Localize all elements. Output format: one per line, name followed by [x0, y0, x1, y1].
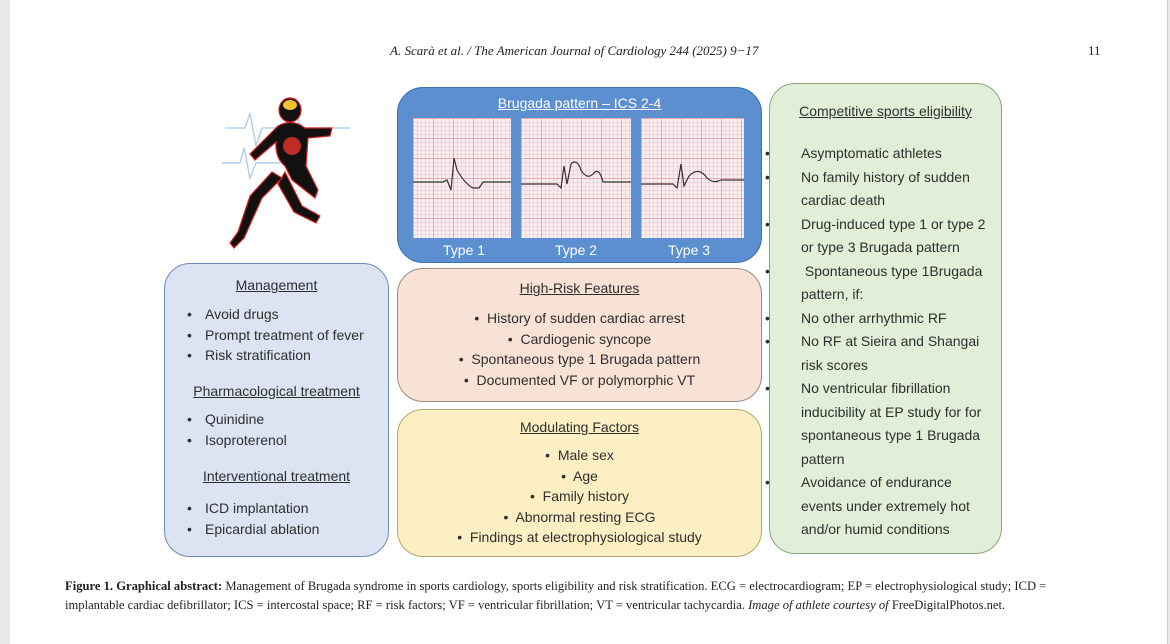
- page-number: 11: [1088, 43, 1101, 58]
- caption-label: Figure 1.: [65, 579, 114, 593]
- modulating-list: [398, 445, 761, 548]
- running-head: A. Scarà et al. / The American Journal of Cardiology 244 (2025) 9−17: [390, 43, 759, 58]
- type-label-1: Type 1: [443, 242, 486, 258]
- list-item: • No RF at Sieira and Shangai risk scores: [783, 330, 995, 377]
- competitive-title: Competitive sports eligibility: [799, 103, 972, 119]
- ecg-trace-type3: [641, 118, 744, 238]
- management-title: Management: [235, 277, 318, 293]
- brugada-panel-title: Brugada pattern – ICS 2-4: [497, 95, 662, 111]
- competitive-sports-panel: [769, 83, 1002, 554]
- list-item: • Documented VF or polymorphic VT: [398, 370, 761, 391]
- list-item: • Spontaneous type 1 Brugada pattern: [398, 349, 761, 370]
- high-risk-features-panel: [397, 268, 762, 402]
- caption-source: FreeDigitalPhotos.net.: [888, 597, 1006, 612]
- list-item: • Isoproterenol: [187, 430, 287, 451]
- list-item: • Male sex: [398, 445, 761, 466]
- type-label-3: Type 3: [668, 242, 711, 258]
- caption-text: Management of Brugada syndrome in sports cardiology, sports eligibility and risk stratification. ECG = electrocardiogram; EP = electrophysiological study; ICD = implantable cardiac defibrillator; ICS = intercostal space; RF = risk factors; VF = ventricular fibrillation; VT = ventricular tachycardia.: [65, 579, 1047, 612]
- heart-glow-icon: [283, 137, 301, 155]
- brugada-pattern-panel: [397, 87, 762, 263]
- ecg-strip-type2: [521, 118, 631, 238]
- list-item: • Family history: [398, 486, 761, 507]
- list-item: • History of sudden cardiac arrest: [398, 308, 761, 329]
- list-item: • Risk stratification: [187, 345, 364, 366]
- athlete-silhouette-icon: [230, 98, 332, 248]
- interventional-list: [187, 498, 319, 539]
- list-item: • No other arrhythmic RF: [783, 307, 995, 331]
- list-item: • ICD implantation: [187, 498, 319, 519]
- caption-lead: Graphical abstract:: [116, 579, 223, 593]
- brain-icon: [283, 100, 297, 110]
- list-item: • No ventricular fibrillation inducibility at EP study for for spontaneous type 1 Brugada pattern: [783, 377, 995, 471]
- list-item: • Quinidine: [187, 409, 287, 430]
- ecg-trace-type2: [521, 118, 631, 238]
- list-item: • Epicardial ablation: [187, 519, 319, 540]
- modulating-title: Modulating Factors: [519, 419, 640, 435]
- list-item: • Avoid drugs: [187, 304, 364, 325]
- list-item: • Prompt treatment of fever: [187, 325, 364, 346]
- figure-caption: [65, 577, 1105, 614]
- type-label-2: Type 2: [555, 242, 598, 258]
- ecg-trace-type1: [413, 118, 511, 238]
- management-list: [187, 304, 364, 366]
- modulating-factors-panel: [397, 409, 762, 557]
- high-risk-list: [398, 308, 761, 390]
- list-item: • Avoidance of endurance events under extremely hot and/or humid conditions: [783, 471, 995, 542]
- running-athlete-icon: [220, 88, 355, 260]
- interventional-title: Interventional treatment: [202, 468, 351, 484]
- list-item: • Cardiogenic syncope: [398, 329, 761, 350]
- list-item: • Asymptomatic athletes: [783, 142, 995, 166]
- pharmacological-list: [187, 409, 287, 450]
- list-item: • Drug-induced type 1 or type 2 or type 3 Brugada pattern: [783, 213, 995, 260]
- ecg-strip-type1: [413, 118, 511, 238]
- ecg-strip-type3: [641, 118, 744, 238]
- list-item: • Spontaneous type 1Brugada pattern, if:: [783, 260, 995, 307]
- list-item: • Age: [398, 466, 761, 487]
- competitive-list: [783, 142, 995, 542]
- pharmacological-title: Pharmacological treatment: [193, 383, 360, 399]
- list-item: • Findings at electrophysiological study: [398, 527, 761, 548]
- list-item: • Abnormal resting ECG: [398, 507, 761, 528]
- management-panel: [164, 263, 389, 557]
- list-item: • No family history of sudden cardiac death: [783, 166, 995, 213]
- high-risk-title: High-Risk Features: [519, 280, 640, 296]
- caption-credit: Image of athlete courtesy of: [748, 597, 889, 612]
